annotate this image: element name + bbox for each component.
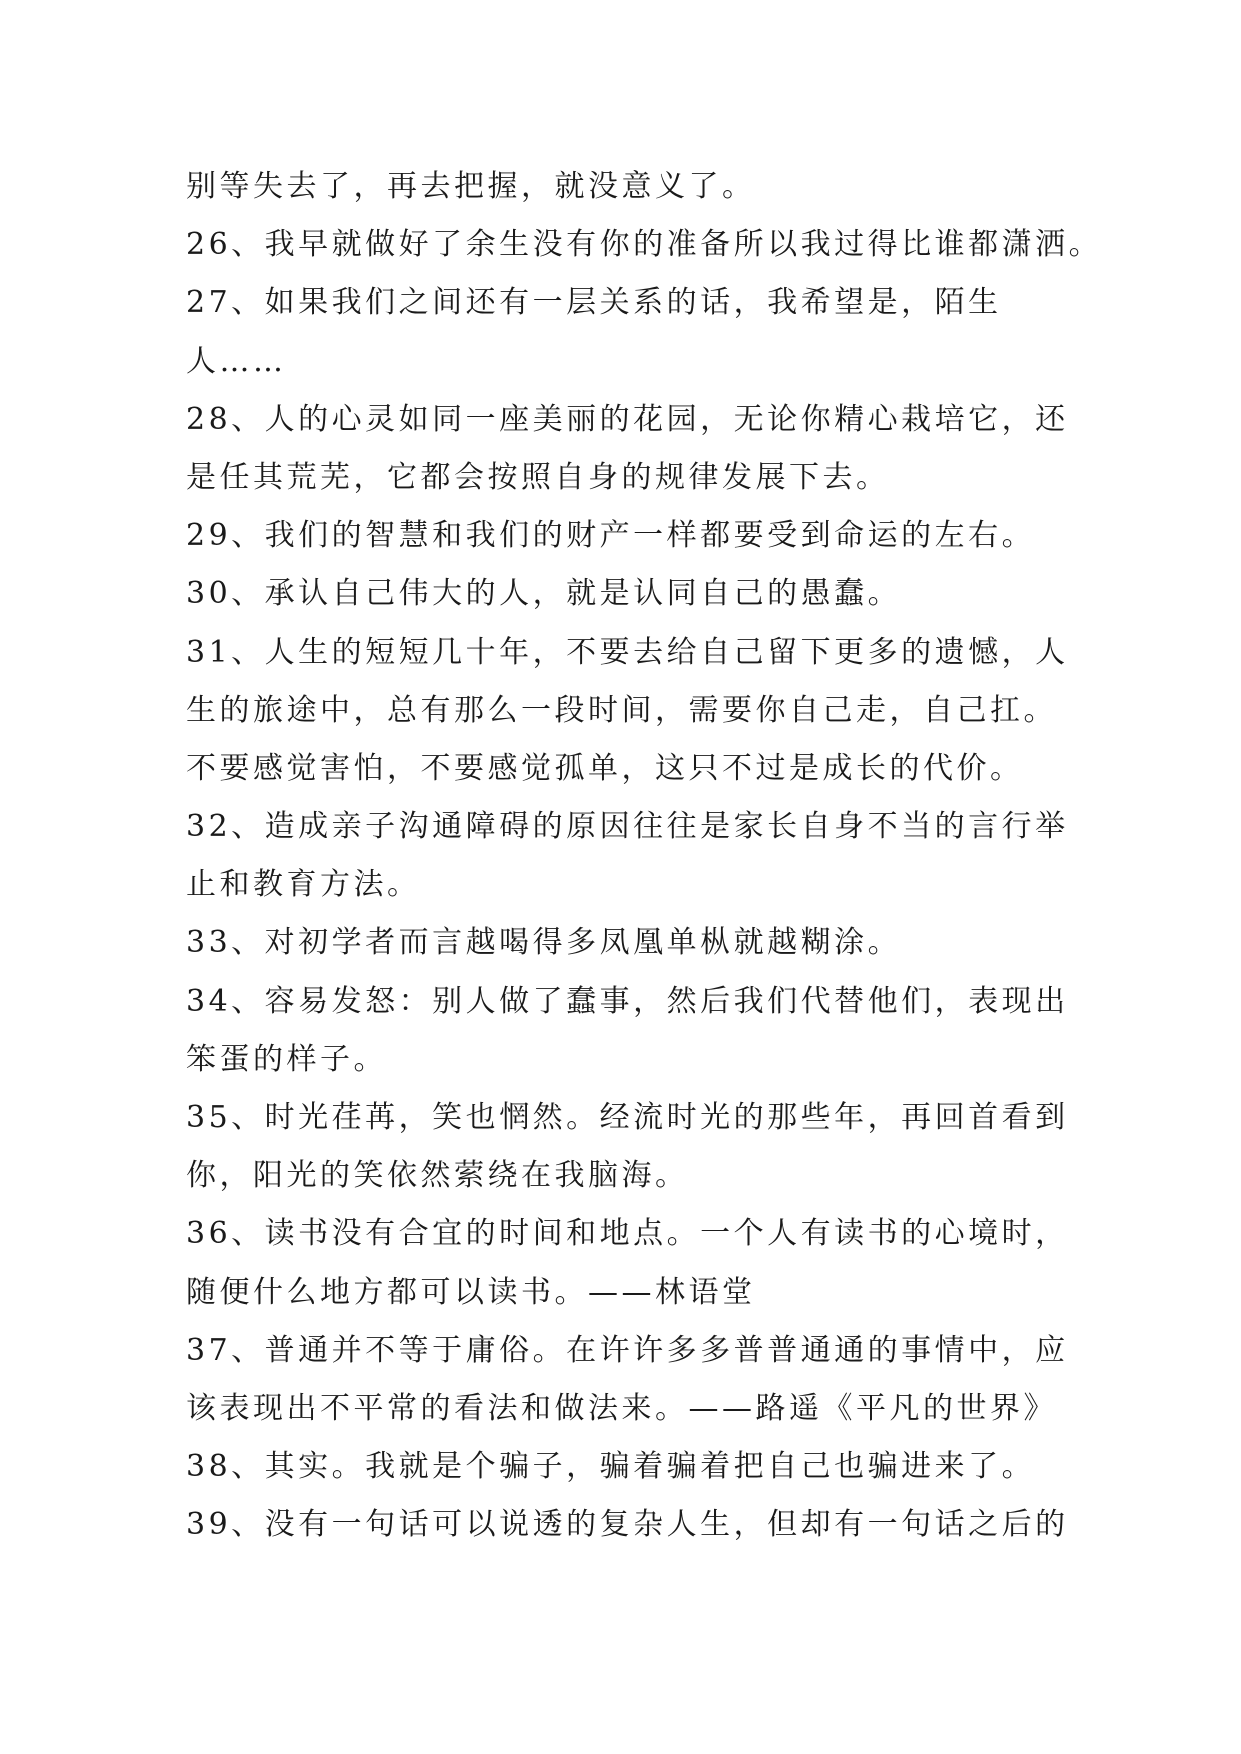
- text-line: 26、我早就做好了余生没有你的准备所以我过得比谁都潇洒。: [186, 227, 1103, 263]
- text-line: 28、人的心灵如同一座美丽的花园，无论你精心栽培它，还: [186, 401, 1069, 437]
- text-line: 不要感觉害怕，不要感觉孤单，这只不过是成长的代价。: [186, 750, 1024, 786]
- text-line: 34、容易发怒：别人做了蠢事，然后我们代替他们，表现出: [186, 983, 1069, 1019]
- text-line: 29、我们的智慧和我们的财产一样都要受到命运的左右。: [186, 518, 1036, 554]
- text-body: [186, 158, 1103, 1555]
- text-line: 生的旅途中，总有那么一段时间，需要你自己走，自己扛。: [186, 692, 1057, 728]
- text-line: 37、普通并不等于庸俗。在许许多多普普通通的事情中，应: [186, 1332, 1069, 1368]
- text-line: 止和教育方法。: [186, 867, 421, 903]
- text-line: 32、造成亲子沟通障碍的原因往往是家长自身不当的言行举: [186, 809, 1069, 845]
- text-line: 36、读书没有合宜的时间和地点。一个人有读书的心境时，: [186, 1216, 1069, 1252]
- text-line: 35、时光荏苒，笑也惘然。经流时光的那些年，再回首看到: [186, 1100, 1069, 1135]
- text-line: 31、人生的短短几十年，不要去给自己留下更多的遗憾，人: [186, 634, 1069, 670]
- text-line: 38、其实。我就是个骗子，骗着骗着把自己也骗进来了。: [186, 1449, 1036, 1485]
- text-line: 笨蛋的样子。: [186, 1041, 387, 1077]
- text-line: 39、没有一句话可以说透的复杂人生，但却有一句话之后的: [186, 1507, 1069, 1543]
- text-line: 是任其荒芜，它都会按照自身的规律发展下去。: [186, 459, 890, 495]
- text-line: 33、对初学者而言越喝得多凤凰单枞就越糊涂。: [186, 925, 902, 961]
- text-line: 该表现出不平常的看法和做法来。——路遥《平凡的世界》: [186, 1390, 1057, 1426]
- text-line: 别等失去了，再去把握，就没意义了。: [186, 169, 756, 204]
- text-line: 30、承认自己伟大的人，就是认同自己的愚蠢。: [186, 576, 902, 612]
- text-line: 人……: [186, 343, 287, 379]
- text-line: 你，阳光的笑依然萦绕在我脑海。: [186, 1158, 689, 1194]
- text-line: 27、如果我们之间还有一层关系的话，我希望是，陌生: [186, 285, 1002, 321]
- text-line: 随便什么地方都可以读书。——林语堂: [186, 1274, 756, 1310]
